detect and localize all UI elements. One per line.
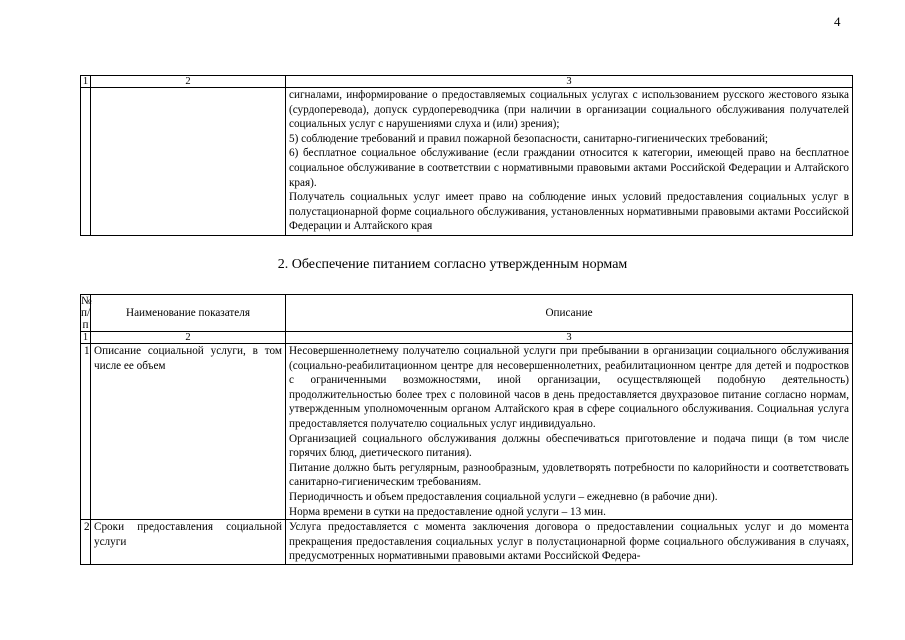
- description-paragraph: Периодичность и объем предоставления социальной услуги – ежедневно (в рабочие дни).: [289, 490, 718, 503]
- header-num: № п/п: [81, 295, 92, 331]
- name-cell: [91, 88, 286, 236]
- row-number: 2: [81, 520, 91, 565]
- row-number: 1: [81, 344, 91, 520]
- column-number: 1: [81, 332, 91, 344]
- service-table: [80, 294, 853, 565]
- page-number: 4: [834, 14, 841, 29]
- description-paragraph: 5) соблюдение требований и правил пожарной безопасности, санитарно-гигиенических требований;: [289, 132, 769, 145]
- table-row: [81, 88, 853, 236]
- description-paragraph: сигналами, информирование о предоставляемых социальных услугах с использованием русского жестового языка (сурдоперевода), допуск сурдопереводчика (при наличии в организации социального обслуживания получателей социальных услуг с нарушениями слуха и (или) зрения);: [289, 89, 849, 131]
- description-paragraph: Услуга предоставляется с момента заключения договора о предоставлении социальных услуг и до момента прекращения предоставления социальных услуг в полустационарной форме социального обслуживания в случаях, предусмотренных нормативными правовыми актами Российской Федера-: [289, 521, 849, 563]
- num-cell: [81, 88, 91, 236]
- table-row: [81, 520, 853, 565]
- description-cell: [286, 344, 853, 520]
- indicator-name: Описание социальной услуги, в том числе ее объем: [91, 344, 286, 520]
- description-paragraph: Норма времени в сутки на предоставление одной услуги – 13 мин.: [289, 505, 606, 518]
- table-row: [81, 344, 853, 520]
- column-number: 3: [286, 332, 853, 344]
- description-paragraph: Организацией социального обслуживания должны обеспечиваться приготовление и подача пищи (в том числе горячих блюд, диетического питания).: [289, 432, 849, 460]
- column-number: 1: [81, 76, 91, 88]
- header-name: Наименование показателя: [91, 295, 286, 332]
- header-row: [81, 295, 853, 332]
- header-description: Описание: [286, 295, 853, 332]
- description-cell: [286, 88, 853, 236]
- description-paragraph: 6) бесплатное социальное обслуживание (если граждании относится к категории, имеющей право на бесплатное социальное обслуживание в соответствии с нормативными правовыми актами Российской Федерации и Алтайского края).: [289, 147, 849, 189]
- description-paragraph: Получатель социальных услуг имеет право на соблюдение иных условий предоставления социальных услуг в полустационарной форме социального обслуживания, установленных нормативными правовыми актами Российской Федерации и Алтайского края: [289, 191, 849, 233]
- indicator-name: Сроки предоставления социальной услуги: [91, 520, 286, 565]
- description-paragraph: Несовершеннолетнему получателю социальной услуги при пребывании в организации социального обслуживания (социально-реабилитационном центре для несовершеннолетних, реабилитационном центре для детей и подростков с ограниченными возможностями, иной организации, осуществляющей подобную деятельность) продолжительностью более трех с половиной часов в день предоставляется двухразовое питание согласно нормам, утвержденным уполномоченным органом Алтайского края в сфере социального обслуживания. Социальная услуга предоставляется получателю социальных услуг индивидуально.: [289, 345, 849, 430]
- column-number: 3: [286, 76, 853, 88]
- column-number: 2: [91, 332, 286, 344]
- column-number-row: [81, 76, 853, 88]
- continued-table: [80, 75, 853, 236]
- section-title: 2. Обеспечение питанием согласно утвержденным нормам: [277, 257, 628, 272]
- column-number: 2: [91, 76, 286, 88]
- description-paragraph: Питание должно быть регулярным, разнообразным, удовлетворять потребности по калорийности и соответствовать санитарно-гигиеническим требованиям.: [289, 461, 849, 489]
- column-number-row: [81, 332, 853, 344]
- description-cell: [286, 520, 853, 565]
